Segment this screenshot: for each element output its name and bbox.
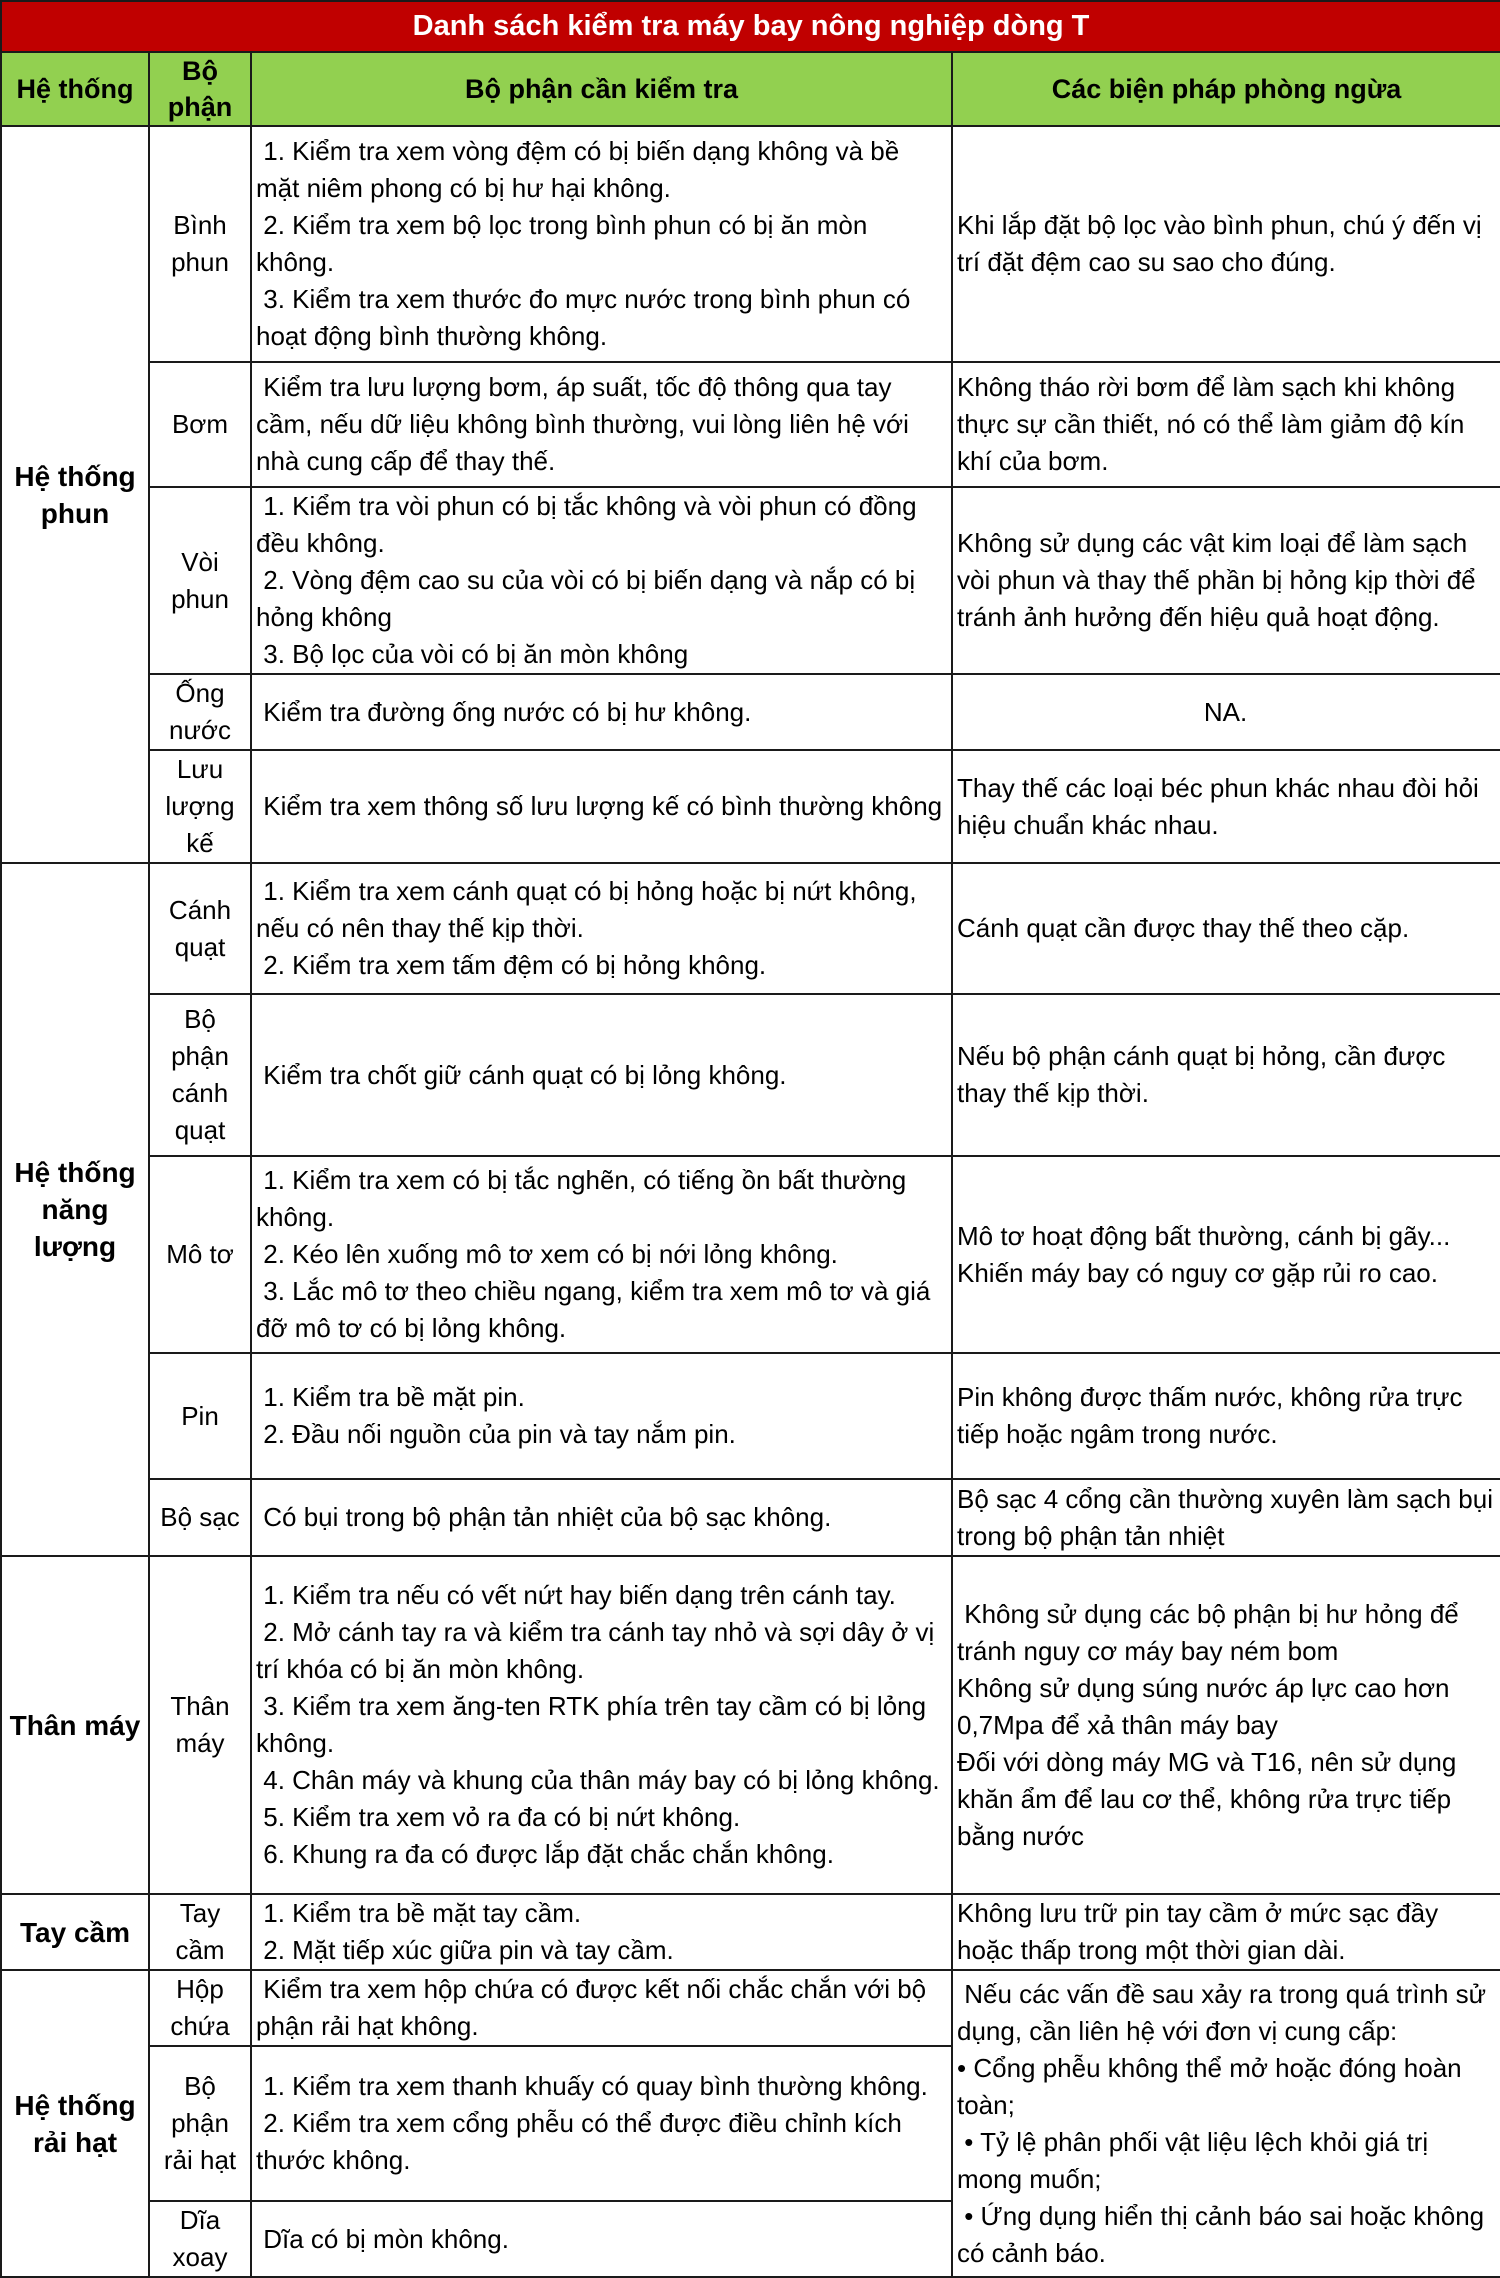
check-cell: 1. Kiểm tra bề mặt pin. 2. Đầu nối nguồn của pin và tay nắm pin.	[251, 1353, 952, 1479]
header-part: Bộ phận	[149, 52, 251, 126]
system-power: Hệ thống năng lượng	[1, 863, 149, 1556]
table-title: Danh sách kiểm tra máy bay nông nghiệp dòng T	[1, 1, 1500, 52]
system-remote: Tay cầm	[1, 1894, 149, 1970]
part-cell: Mô tơ	[149, 1156, 251, 1353]
part-cell: Dĩa xoay	[149, 2201, 251, 2277]
header-check: Bộ phận cần kiểm tra	[251, 52, 952, 126]
table-row	[1, 994, 1500, 1156]
part-cell: Bộ sạc	[149, 1479, 251, 1556]
header-system: Hệ thống	[1, 52, 149, 126]
prevention-cell: Cánh quạt cần được thay thế theo cặp.	[952, 863, 1500, 994]
table-row	[1, 1353, 1500, 1479]
system-spread: Hệ thống rải hạt	[1, 1970, 149, 2277]
table-row	[1, 1894, 1500, 1970]
table-row	[1, 1479, 1500, 1556]
part-cell: Hộp chứa	[149, 1970, 251, 2046]
check-cell: Kiểm tra xem hộp chứa có được kết nối chắc chắn với bộ phận rải hạt không.	[251, 1970, 952, 2046]
table-row	[1, 1156, 1500, 1353]
check-cell: 1. Kiểm tra xem vòng đệm có bị biến dạng không và bề mặt niêm phong có bị hư hại không. 2. Kiểm tra xem bộ lọc trong bình phun có bị ăn mòn không. 3. Kiểm tra xem thước đo mực nước trong bình phun có hoạt động bình thường không.	[251, 126, 952, 362]
prevention-cell: Nếu bộ phận cánh quạt bị hỏng, cần được thay thế kịp thời.	[952, 994, 1500, 1156]
table-row	[1, 1970, 1500, 2046]
table-row	[1, 863, 1500, 994]
part-cell: Bình phun	[149, 126, 251, 362]
check-cell: 1. Kiểm tra bề mặt tay cầm. 2. Mặt tiếp xúc giữa pin và tay cầm.	[251, 1894, 952, 1970]
table-row	[1, 674, 1500, 750]
part-cell: Vòi phun	[149, 487, 251, 674]
table-row	[1, 362, 1500, 487]
system-spray: Hệ thống phun	[1, 126, 149, 863]
table-row	[1, 126, 1500, 362]
prevention-cell: Pin không được thấm nước, không rửa trực tiếp hoặc ngâm trong nước.	[952, 1353, 1500, 1479]
check-cell: 1. Kiểm tra xem thanh khuấy có quay bình thường không. 2. Kiểm tra xem cổng phễu có thể được điều chỉnh kích thước không.	[251, 2046, 952, 2201]
prevention-cell: Khi lắp đặt bộ lọc vào bình phun, chú ý đến vị trí đặt đệm cao su sao cho đúng.	[952, 126, 1500, 362]
part-cell: Ống nước	[149, 674, 251, 750]
check-cell: 1. Kiểm tra xem cánh quạt có bị hỏng hoặc bị nứt không, nếu có nên thay thế kịp thời. 2. Kiểm tra xem tấm đệm có bị hỏng không.	[251, 863, 952, 994]
prevention-cell: Nếu các vấn đề sau xảy ra trong quá trình sử dụng, cần liên hệ với đơn vị cung cấp: • Cổng phễu không thể mở hoặc đóng hoàn toàn; • Tỷ lệ phân phối vật liệu lệch khỏi giá trị mong muốn; • Ứng dụng hiển thị cảnh báo sai hoặc không có cảnh báo.	[952, 1970, 1500, 2277]
check-cell: 1. Kiểm tra vòi phun có bị tắc không và vòi phun có đồng đều không. 2. Vòng đệm cao su của vòi có bị biến dạng và nắp có bị hỏng không 3. Bộ lọc của vòi có bị ăn mòn không	[251, 487, 952, 674]
check-cell: Kiểm tra đường ống nước có bị hư không.	[251, 674, 952, 750]
prevention-cell: NA.	[952, 674, 1500, 750]
check-cell: 1. Kiểm tra xem có bị tắc nghẽn, có tiếng ồn bất thường không. 2. Kéo lên xuống mô tơ xem có bị nới lỏng không. 3. Lắc mô tơ theo chiều ngang, kiểm tra xem mô tơ và giá đỡ mô tơ có bị lỏng không.	[251, 1156, 952, 1353]
prevention-cell: Mô tơ hoạt động bất thường, cánh bị gãy... Khiến máy bay có nguy cơ gặp rủi ro cao.	[952, 1156, 1500, 1353]
prevention-cell: Bộ sạc 4 cổng cần thường xuyên làm sạch bụi trong bộ phận tản nhiệt	[952, 1479, 1500, 1556]
check-cell: Kiểm tra chốt giữ cánh quạt có bị lỏng không.	[251, 994, 952, 1156]
part-cell: Cánh quạt	[149, 863, 251, 994]
prevention-cell: Không lưu trữ pin tay cầm ở mức sạc đầy hoặc thấp trong một thời gian dài.	[952, 1894, 1500, 1970]
table-row	[1, 487, 1500, 674]
part-cell: Thân máy	[149, 1556, 251, 1894]
check-cell: Kiểm tra xem thông số lưu lượng kế có bình thường không	[251, 750, 952, 863]
part-cell: Bơm	[149, 362, 251, 487]
prevention-cell: Không sử dụng các bộ phận bị hư hỏng để tránh nguy cơ máy bay ném bom Không sử dụng súng nước áp lực cao hơn 0,7Mpa để xả thân máy bay Đối với dòng máy MG và T16, nên sử dụng khăn ẩm để lau cơ thể, không rửa trực tiếp bằng nước	[952, 1556, 1500, 1894]
check-cell: Kiểm tra lưu lượng bơm, áp suất, tốc độ thông qua tay cầm, nếu dữ liệu không bình thường, vui lòng liên hệ với nhà cung cấp để thay thế.	[251, 362, 952, 487]
prevention-cell: Không sử dụng các vật kim loại để làm sạch vòi phun và thay thế phần bị hỏng kịp thời để tránh ảnh hưởng đến hiệu quả hoạt động.	[952, 487, 1500, 674]
table-row	[1, 750, 1500, 863]
check-cell: Dĩa có bị mòn không.	[251, 2201, 952, 2277]
part-cell: Bộ phận cánh quạt	[149, 994, 251, 1156]
prevention-cell: Không tháo rời bơm để làm sạch khi không thực sự cần thiết, nó có thể làm giảm độ kín khí của bơm.	[952, 362, 1500, 487]
prevention-cell: Thay thế các loại béc phun khác nhau đòi hỏi hiệu chuẩn khác nhau.	[952, 750, 1500, 863]
part-cell: Tay cầm	[149, 1894, 251, 1970]
system-body: Thân máy	[1, 1556, 149, 1894]
check-cell: 1. Kiểm tra nếu có vết nứt hay biến dạng trên cánh tay. 2. Mở cánh tay ra và kiểm tra cánh tay nhỏ và sợi dây ở vị trí khóa có bị ăn mòn không. 3. Kiểm tra xem ăng-ten RTK phía trên tay cầm có bị lỏng không. 4. Chân máy và khung của thân máy bay có bị lỏng không. 5. Kiểm tra xem vỏ ra đa có bị nứt không. 6. Khung ra đa có được lắp đặt chắc chắn không.	[251, 1556, 952, 1894]
header-prevention: Các biện pháp phòng ngừa	[952, 52, 1500, 126]
check-cell: Có bụi trong bộ phận tản nhiệt của bộ sạc không.	[251, 1479, 952, 1556]
part-cell: Pin	[149, 1353, 251, 1479]
table-row	[1, 1556, 1500, 1894]
part-cell: Lưu lượng kế	[149, 750, 251, 863]
part-cell: Bộ phận rải hạt	[149, 2046, 251, 2201]
